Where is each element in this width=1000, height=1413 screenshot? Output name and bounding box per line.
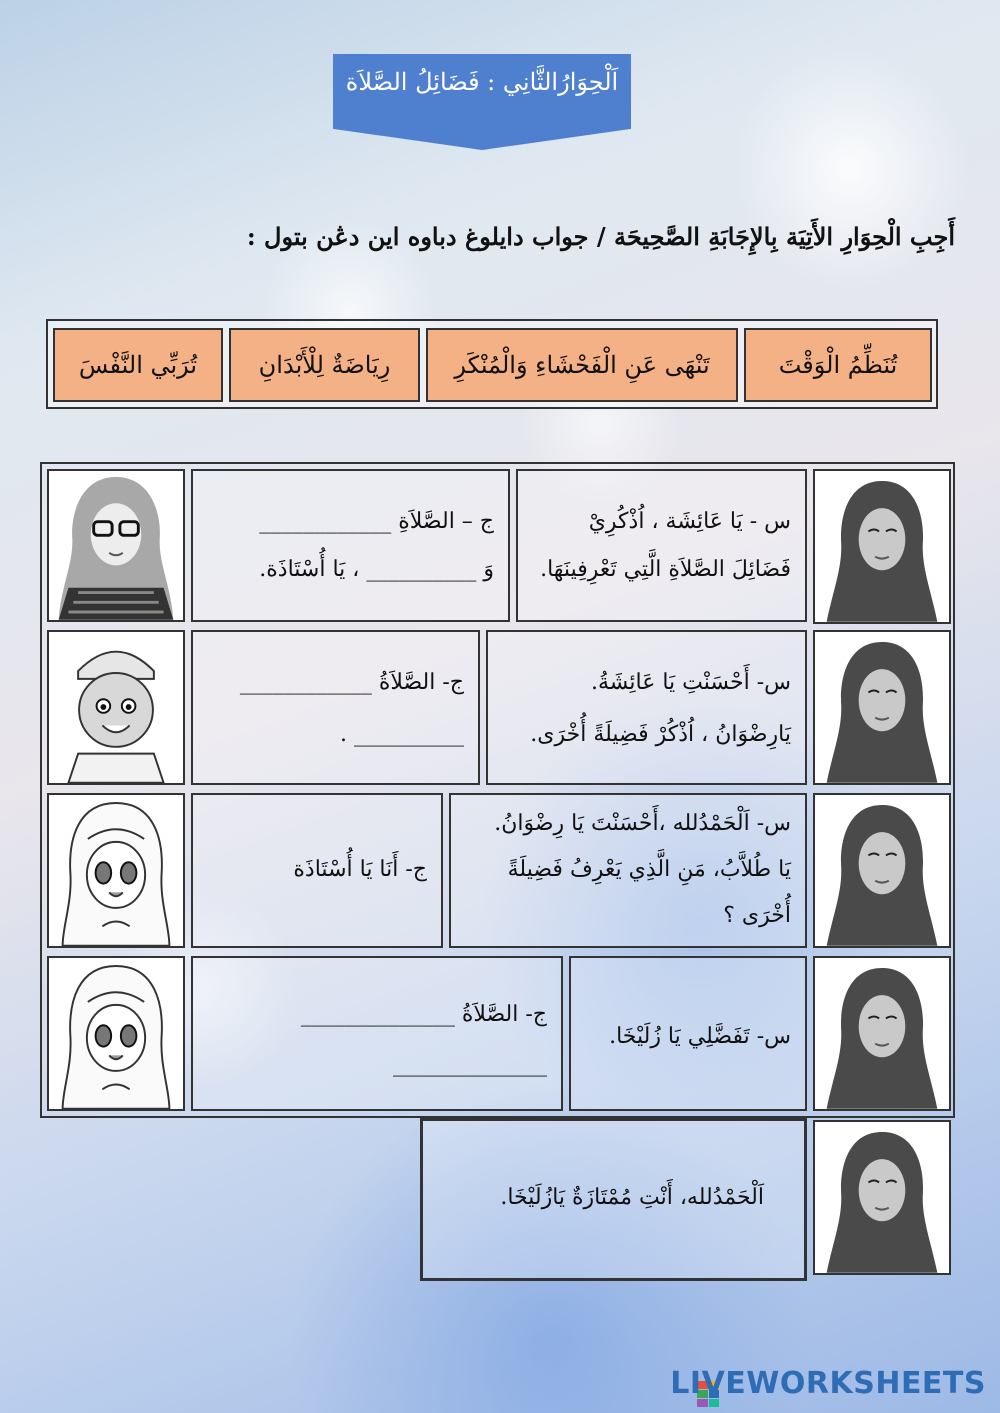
instruction-text: أَجِبِ الْحِوَارِ الأَتِيَة بِالإِجَابَةِ الصَّحِيحَة / جواب دايلوغ دباوه اين دڠن بتول :: [246, 222, 955, 251]
answer-input-line[interactable]: __________ .: [340, 722, 464, 747]
teacher-hijab-icon: [815, 1122, 949, 1273]
student-aisyah-portrait: [47, 469, 185, 622]
teacher-hijab-icon: [815, 795, 949, 946]
dialog-question-cell: [569, 956, 807, 1111]
student-ridwan-portrait: [47, 630, 185, 785]
answer-line: ج- أَنَا يَا أُسْتَاذَة: [293, 857, 427, 882]
question-line: يَارِضْوَانُ ، اُذْكُرْ فَضِيلَةً أُخْرَى.: [530, 722, 791, 747]
dialog-closing-cell: [420, 1118, 807, 1281]
question-line: س- أَحْسَنْتِ يَا عَائِشَةُ.: [590, 670, 791, 695]
teacher-portrait: [813, 1120, 951, 1275]
word-chip-body-exercise[interactable]: رِيَاضَةٌ لِلْأَبْدَانِ: [229, 328, 420, 402]
question-line: يَا طُلاَّبُ، مَنِ الَّذِي يَعْرِفُ فَضِيلَةً: [507, 857, 791, 882]
dialog-answer-cell: [191, 630, 480, 785]
word-chip-prevents-evil[interactable]: تَنْهَى عَنِ الْفَحْشَاءِ وَالْمُنْكَرِ: [426, 328, 738, 402]
answer-input-line[interactable]: ج- الصَّلاَةُ ______________: [300, 1002, 547, 1027]
question-line: فَضَائِلَ الصَّلاَةِ الَّتِي تَعْرِفِينَهَا.: [540, 557, 791, 582]
dialog-question-cell: [486, 630, 807, 785]
teacher-portrait: [813, 793, 951, 948]
teacher-portrait: [813, 469, 951, 624]
dialog-question-cell: [516, 469, 807, 622]
teacher-hijab-icon: [815, 632, 949, 783]
page-title: اَلْحِوَارُالثَّانِي : فَضَائِلُ الصَّلاَة: [345, 68, 619, 96]
question-line: س- اَلْحَمْدُلله ،أَحْسَنْتَ يَا رِضْوَانُ.: [494, 811, 791, 836]
student-girl-hijab-icon: [49, 958, 183, 1109]
dialog-answer-cell: [191, 956, 563, 1111]
word-bank: [46, 319, 938, 409]
answer-input-line[interactable]: ______________: [393, 1052, 547, 1077]
dialog-answer-cell: [191, 469, 510, 622]
closing-line: اَلْحَمْدُلله، أَنْتِ مُمْتَازَةٌ يَازُلَيْخَا.: [500, 1185, 764, 1210]
answer-input-line[interactable]: وَ __________ ، يَا أُسْتَاذَة.: [259, 557, 494, 582]
liveworksheets-watermark: LIVEWORKSHEETS: [670, 1366, 986, 1401]
answer-input-line[interactable]: ج – الصَّلاَةِ ____________: [259, 509, 494, 534]
question-line: أُخْرَى ؟: [723, 903, 791, 928]
dialog-question-cell: [449, 793, 807, 948]
student-girl-glasses-icon: [49, 471, 183, 620]
word-chip-organize-time[interactable]: تُنَظِّمُ الْوَقْتَ: [744, 328, 932, 402]
answer-input-line[interactable]: ج- الصَّلاَةُ ____________: [239, 670, 464, 695]
teacher-hijab-icon: [815, 958, 949, 1109]
student-girl-portrait: [47, 793, 185, 948]
teacher-hijab-icon: [815, 471, 949, 622]
student-girl-hijab-icon: [49, 795, 183, 946]
question-line: س - يَا عَائِشَة ، اُذْكُرِيْ: [588, 509, 791, 534]
teacher-portrait: [813, 956, 951, 1111]
teacher-portrait: [813, 630, 951, 785]
student-zulaikha-portrait: [47, 956, 185, 1111]
dialog-answer-cell: [191, 793, 443, 948]
student-boy-cap-icon: [49, 632, 183, 783]
word-chip-educate-soul[interactable]: تُرَبِّي النَّفْسَ: [53, 328, 223, 402]
question-line: س- تَفَضَّلِي يَا زُلَيْخَا.: [609, 1024, 791, 1049]
